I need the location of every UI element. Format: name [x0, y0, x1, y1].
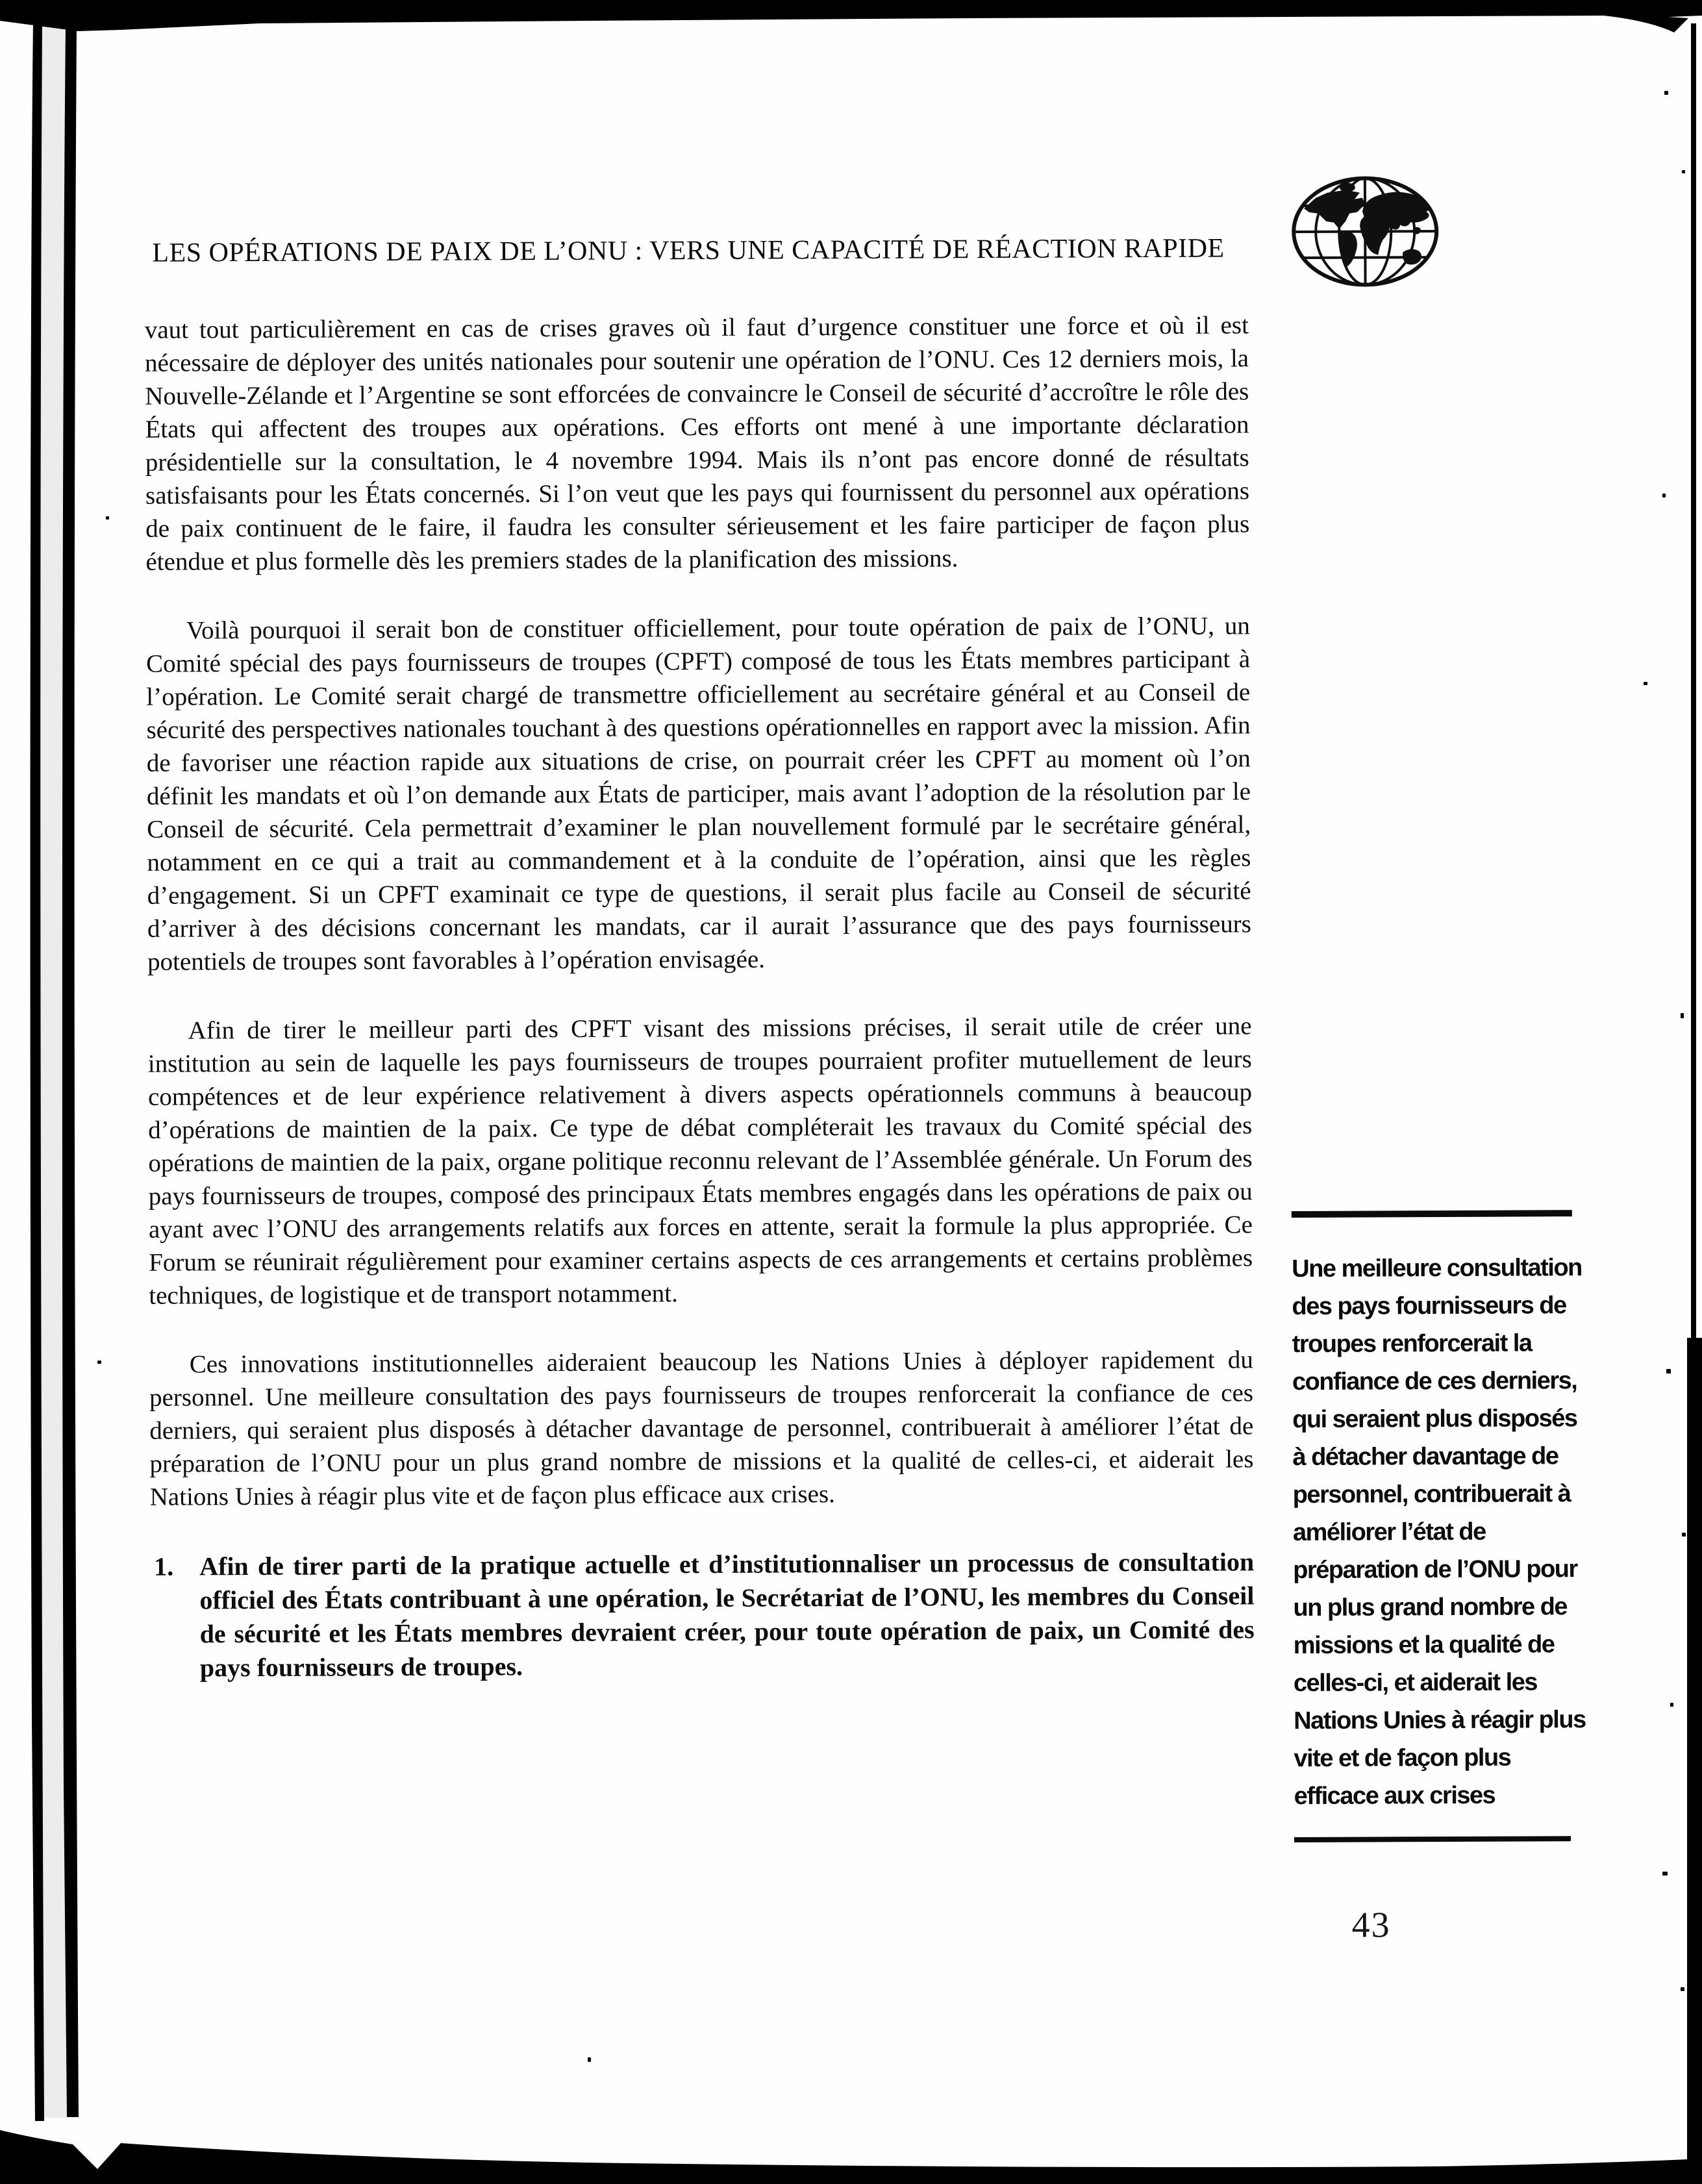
scan-artifact-right-bar	[1687, 1338, 1702, 2184]
body-text-column	[145, 308, 1255, 1685]
page-number: 43	[1351, 1905, 1391, 1946]
paragraph-2: Voilà pourquoi il serait bon de constituer officiellement, pour toute opération de paix de l’ONU, un Comité spécial des pays fournisseurs de troupes (CPFT) composé de tous les États membres participant à l’opération. Le Comité serait chargé de transmettre officiellement au secrétaire général et au Conseil de sécurité des perspectives nationales touchant à des questions opérationnelles en rapport avec la mission. Afin de favoriser une réaction rapide aux situations de crise, on pourrait créer les CPFT au moment où l’on définit les mandats et où l’on demande aux États de participer, mais avant l’adoption de la résolution par le Conseil de sécurité. Cela permettrait d’examiner le plan nouvellement formulé par le secrétaire général, notamment en ce qui a trait au commandement et à la conduite de l’opération, ainsi que les règles d’engagement. Si un CPFT examinait ce type de questions, il serait plus facile au Conseil de sécurité d’arriver à des décisions concernant les mandats, car il aurait l’assurance que des pays fournisseurs potentiels de troupes sont favorables à l’opération envisagée.	[146, 612, 1251, 976]
pull-quote-sidebar	[1292, 1210, 1596, 1842]
recommendation-text: Afin de tirer parti de la pratique actuelle et d’institutionnaliser un processus de consultation officiel des États contribuant à une opération, le Secrétariat de l’ONU, les membres du Conseil de sécurité et les États membres devraient créer, pour toute opération de paix, un Comité des pays fournisseurs de troupes.	[199, 1547, 1255, 1683]
numbered-recommendation	[150, 1545, 1255, 1685]
scan-artifact-book-spine	[23, 18, 101, 2161]
globe-icon	[1287, 171, 1444, 294]
scan-artifact-bottom-edge	[0, 2104, 1702, 2184]
list-number: 1.	[154, 1551, 174, 1581]
paragraph-3: Afin de tirer le meilleur parti des CPFT visant des missions précises, il serait utile de créer une institution au sein de laquelle les pays fournisseurs de troupes pourraient profiter mutuellement de leurs compétences et de leur expérience relativement à divers aspects opérationnels communs à beaucoup d’opérations de maintien de la paix. Ce type de débat compléterait les travaux du Comité spécial des opérations de maintien de la paix, organe politique reconnu relevant de l’Assemblée générale. Un Forum des pays fournisseurs de troupes, composé des principaux États membres engagés dans les opérations de paix ou ayant avec l’ONU des arrangements relatifs aux forces en attente, serait la formule la plus appropriée. Ce Forum se réunirait régulièrement pour examiner certains aspects de ces arrangements et certains problèmes techniques, de logistique et de transport notamment.	[147, 1012, 1253, 1310]
paragraph-4: Ces innovations institutionnelles aideraient beaucoup les Nations Unies à déployer rapidement du personnel. Une meilleure consultation des pays fournisseurs de troupes renforcerait la confiance de ces derniers, qui seraient plus disposés à détacher davantage de personnel, contribuerait à améliorer l’état de préparation de l’ONU pour un plus grand nombre de missions et la qualité de celles-ci, et aiderait les Nations Unies à réagir plus vite et de façon plus efficace aux crises.	[149, 1346, 1254, 1511]
page-title: LES OPÉRATIONS DE PAIX DE L’ONU : VERS UNE CAPACITÉ DE RÉACTION RAPIDE	[152, 233, 1225, 268]
pull-quote-text: Une meilleure consultation des pays fournisseurs de troupes renforcerait la confiance de ces derniers, qui seraient plus disposés à détacher davantage de personnel, contribuerait à améliorer l’état de préparation de l’ONU pour un plus grand nombre de missions et la qualité de celles-ci, et aiderait les Nations Unies à réagir plus vite et de façon plus efficace aux crises	[1292, 1254, 1586, 1811]
paragraph-1: vaut tout particulièrement en cas de crises graves où il faut d’urgence constituer une force et où il est nécessaire de déployer des unités nationales pour soutenir une opération de l’ONU. Ces 12 derniers mois, la Nouvelle-Zélande et l’Argentine se sont efforcées de convaincre le Conseil de sécurité d’accroître le rôle des États qui affectent des troupes aux opérations. Ces efforts ont mené à une importante déclaration présidentielle sur la consultation, le 4 novembre 1994. Mais ils n’ont pas encore donné de résultats satisfaisants pour les États concernés. Si l’on veut que les pays qui fournissent du personnel aux opérations de paix continuent de le faire, il faudra les consulter sérieusement et les faire participer de façon plus étendue et plus formelle dès les premiers stades de la planification des missions.	[144, 311, 1250, 576]
sidebar-top-rule	[1292, 1210, 1572, 1218]
scan-artifact-top-edge	[0, 0, 1702, 39]
sidebar-bottom-rule	[1294, 1836, 1571, 1842]
